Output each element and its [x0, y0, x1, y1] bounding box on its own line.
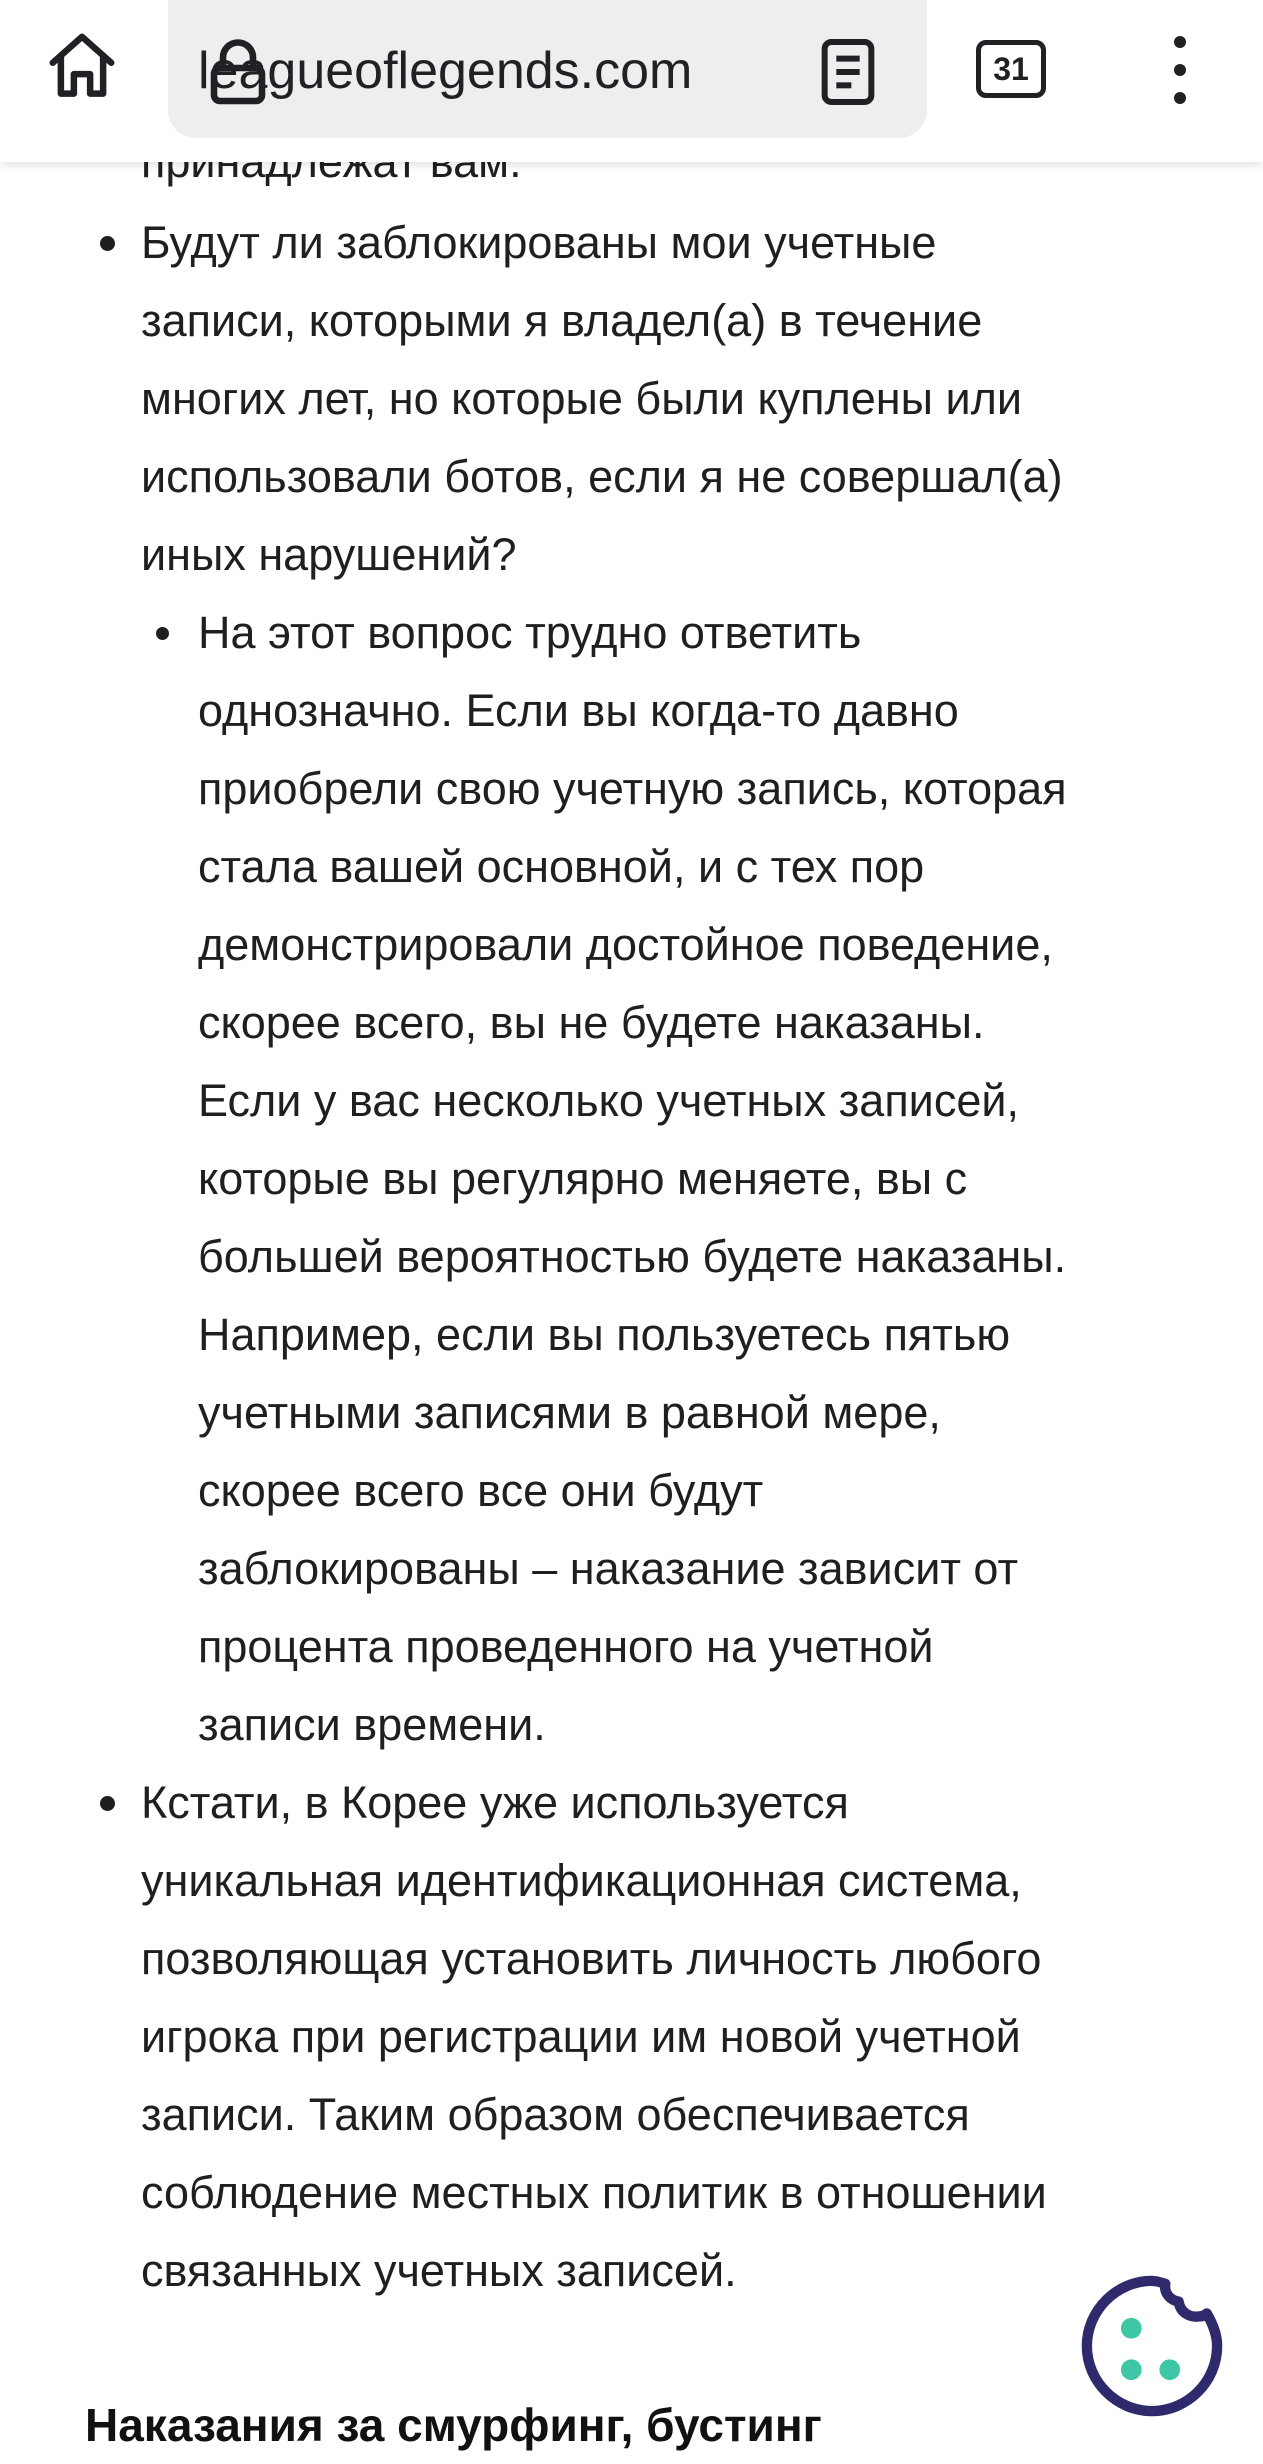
text-line: которые вы регулярно меняете, вы с	[198, 1153, 968, 1204]
text-line: связанных учетных записей.	[141, 2245, 737, 2296]
text-line: записи, которыми я владел(а) в течение	[141, 295, 983, 346]
text-line: скорее всего, вы не будете наказаны.	[198, 997, 985, 1048]
home-icon	[43, 27, 121, 105]
url-fade-overlay	[708, 30, 788, 110]
text-line: большей вероятностью будете наказаны.	[198, 1231, 1067, 1282]
text-line: учетными записями в равной мере,	[198, 1387, 941, 1438]
reader-mode-icon[interactable]	[808, 32, 888, 112]
cookie-settings-button[interactable]	[1078, 2272, 1226, 2420]
sub-bullet-marker	[156, 627, 169, 640]
bullet-marker	[100, 236, 115, 251]
tab-switcher-button[interactable]: 31	[976, 40, 1046, 98]
text-line: соблюдение местных политик в отношении	[141, 2167, 1047, 2218]
text-line: многих лет, но которые были куплены или	[141, 373, 1023, 424]
text-line: стала вашей основной, и с тех пор	[198, 841, 925, 892]
text-line: игрока при регистрации им новой учетной	[141, 2011, 1021, 2062]
bullet-marker	[100, 1796, 115, 1811]
text-line: позволяющая установить личность любого	[141, 1933, 1042, 1984]
text-line: иных нарушений?	[141, 529, 517, 580]
text-line: На этот вопрос трудно ответить	[198, 607, 862, 658]
text-line: приобрели свою учетную запись, которая	[198, 763, 1067, 814]
cookie-icon	[1078, 2272, 1226, 2420]
text-line: Кстати, в Корее уже используется	[141, 1777, 849, 1828]
text-line: Например, если вы пользуетесь пятью	[198, 1309, 1011, 1360]
text-line: заблокированы – наказание зависит от	[198, 1543, 1019, 1594]
menu-dot-icon	[1174, 36, 1186, 48]
text-line: записи. Таким образом обеспечивается	[141, 2089, 970, 2140]
text-line: процента проведенного на учетной	[198, 1621, 934, 1672]
text-line: однозначно. Если вы когда-то давно	[198, 685, 959, 736]
text-line: уникальная идентификационная система,	[141, 1855, 1022, 1906]
section-heading: Наказания за смурфинг, бустинг	[85, 2399, 822, 2451]
url-value: leagueoflegends.com	[198, 42, 693, 100]
text-line: скорее всего все они будут	[198, 1465, 764, 1516]
text-line: Если у вас несколько учетных записей,	[198, 1075, 1019, 1126]
text-line: использовали ботов, если я не совершал(а)	[141, 451, 1063, 502]
text-line: Будут ли заблокированы мои учетные	[141, 217, 937, 268]
more-menu-button[interactable]	[1150, 30, 1210, 110]
address-bar[interactable]	[168, 0, 927, 138]
menu-dot-icon	[1174, 64, 1186, 76]
browser-toolbar	[0, 0, 1263, 162]
text-line: записи времени.	[198, 1699, 546, 1750]
text-line: демонстрировали достойное поведение,	[198, 919, 1053, 970]
home-button[interactable]	[38, 22, 126, 110]
menu-dot-icon	[1174, 92, 1186, 104]
